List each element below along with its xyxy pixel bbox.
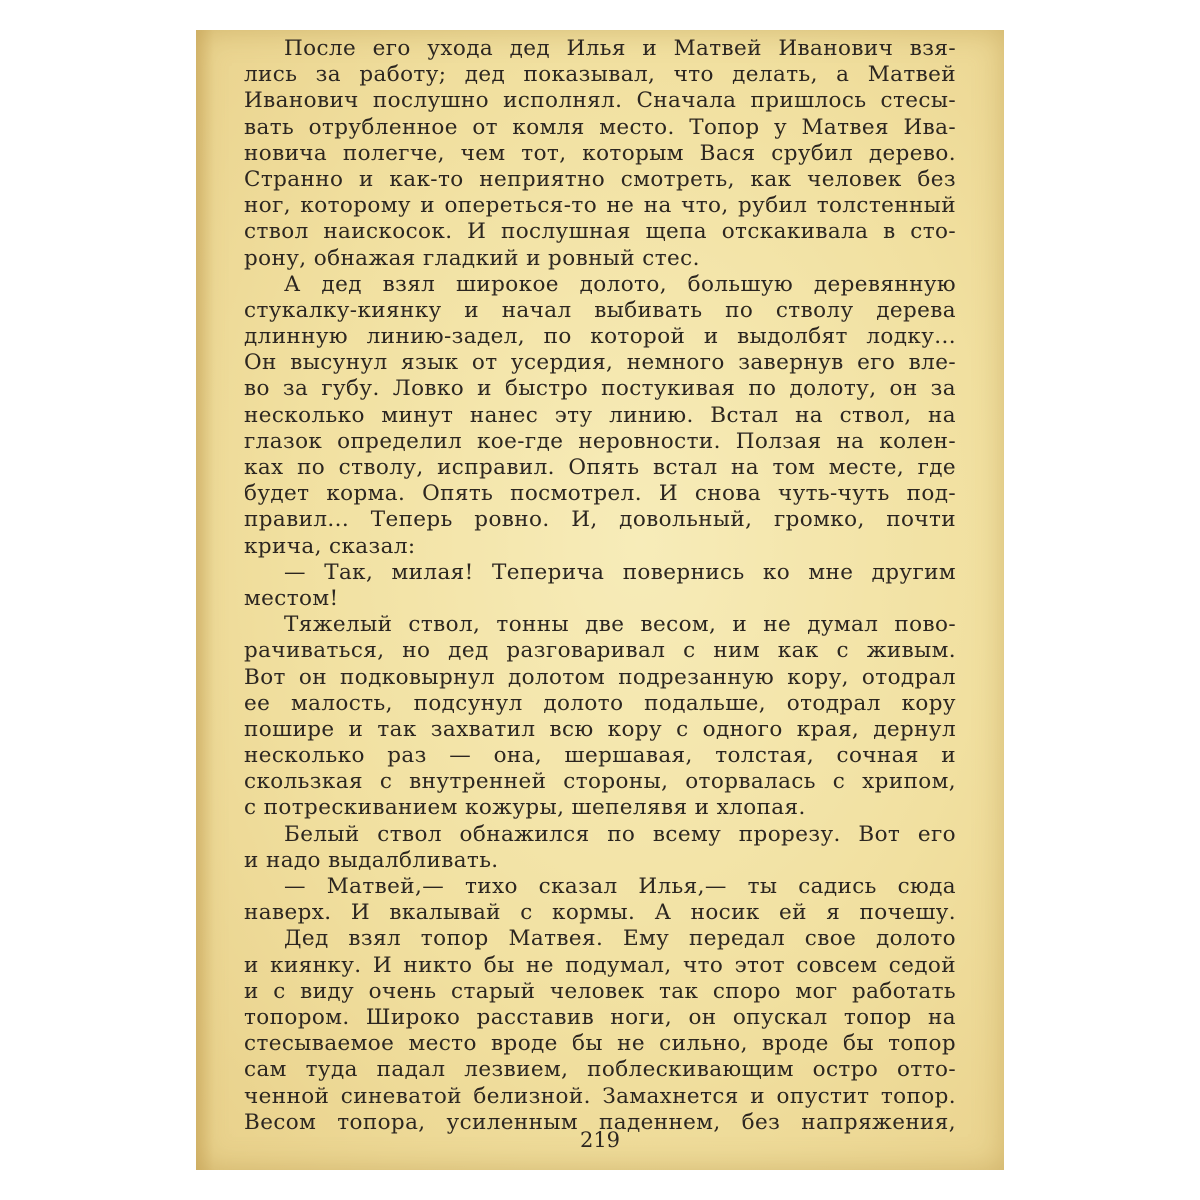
text-line: ствол наискосок. И послушная щепа отскакивала в сто- [244, 219, 956, 245]
text-line: — Так, милая! Теперича повернись ко мне другим [284, 559, 956, 585]
text-line: Белый ствол обнажился по всему прорезу. Вот его [284, 821, 956, 847]
text-line: лись за работу; дед показывал, что делать, а Матвей [244, 62, 956, 88]
text-line: правил... Теперь ровно. И, довольный, громко, почти [244, 507, 956, 533]
text-line: Он высунул язык от усердия, немного завернув его вле- [244, 350, 956, 376]
text-line: ее малость, подсунул долото подальше, отодрал кору [244, 690, 956, 716]
text-line: Дед взял топор Матвея. Ему передал свое долото [284, 926, 956, 952]
page-number: 219 [579, 1128, 621, 1152]
text-line: рону, обнажая гладкий и ровный стес. [244, 245, 700, 271]
text-line: ног, которому и опереться-то не на что, рубил толстенный [244, 193, 956, 219]
text-line: с потрескиванием кожуры, шепелявя и хлопая. [244, 795, 806, 821]
text-line: Иванович послушно исполнял. Сначала пришлось стесы- [244, 88, 956, 114]
text-line: крича, сказал: [244, 533, 416, 559]
book-page [196, 30, 1004, 1170]
body-text [244, 36, 956, 1136]
text-line: несколько минут нанес эту линию. Встал на ствол, на [244, 402, 956, 428]
text-line: и надо выдалбливать. [244, 847, 499, 873]
text-line: во за губу. Ловко и быстро постукивая по долоту, он за [244, 376, 956, 402]
text-line: длинную линию-задел, по которой и выдолбят лодку... [244, 324, 956, 350]
text-line: А дед взял широкое долото, большую деревянную [284, 271, 956, 297]
text-line: стесываемое место вроде бы не сильно, вроде бы топор [244, 1031, 956, 1057]
text-line: скользкая с внутренней стороны, оторвалась с хрипом, [244, 769, 956, 795]
text-line: сам туда падал лезвием, поблескивающим остро отто- [244, 1057, 956, 1083]
text-line: стукалку-киянку и начал выбивать по стволу дерева [244, 297, 956, 323]
text-line: новича полегче, чем тот, которым Вася срубил дерево. [244, 140, 956, 166]
text-line: глазок определил кое-где неровности. Ползая на колен- [244, 428, 956, 454]
text-line: вать отрубленное от комля место. Топор у Матвея Ива- [244, 114, 956, 140]
text-line: топором. Широко расставив ноги, он опускал топор на [244, 1004, 956, 1030]
text-line: местом! [244, 585, 339, 611]
text-line: и киянку. И никто бы не подумал, что этот совсем седой [244, 952, 956, 978]
text-line: несколько раз — она, шершавая, толстая, сочная и [244, 743, 956, 769]
text-line: рачиваться, но дед разговаривал с ним как с живым. [244, 638, 956, 664]
text-line: будет корма. Опять посмотрел. И снова чуть-чуть под- [244, 481, 956, 507]
text-line: ченной синеватой белизной. Замахнется и опустит топор. [244, 1083, 956, 1109]
text-line: — Матвей,— тихо сказал Илья,— ты садись сюда [284, 874, 956, 899]
text-line: Весом топора, усиленным паденнем, без напряжения, [244, 1109, 956, 1135]
text-line: Тяжелый ствол, тонны две весом, и не думал пово- [284, 612, 956, 638]
text-line: Странно и как-то неприятно смотреть, как человек без [244, 166, 956, 192]
text-line: и с виду очень старый человек так споро мог работать [244, 978, 956, 1004]
text-line: ках по стволу, исправил. Опять встал на том месте, где [244, 455, 956, 480]
text-line: После его ухода дед Илья и Матвей Иванович взя- [284, 36, 956, 61]
text-line: наверх. И вкалывай с кормы. А носик ей я почешу. [244, 900, 956, 926]
text-line: пошире и так захватил всю кору с одного края, дернул [244, 716, 956, 742]
text-line: Вот он подковырнул долотом подрезанную кору, отодрал [244, 664, 956, 690]
